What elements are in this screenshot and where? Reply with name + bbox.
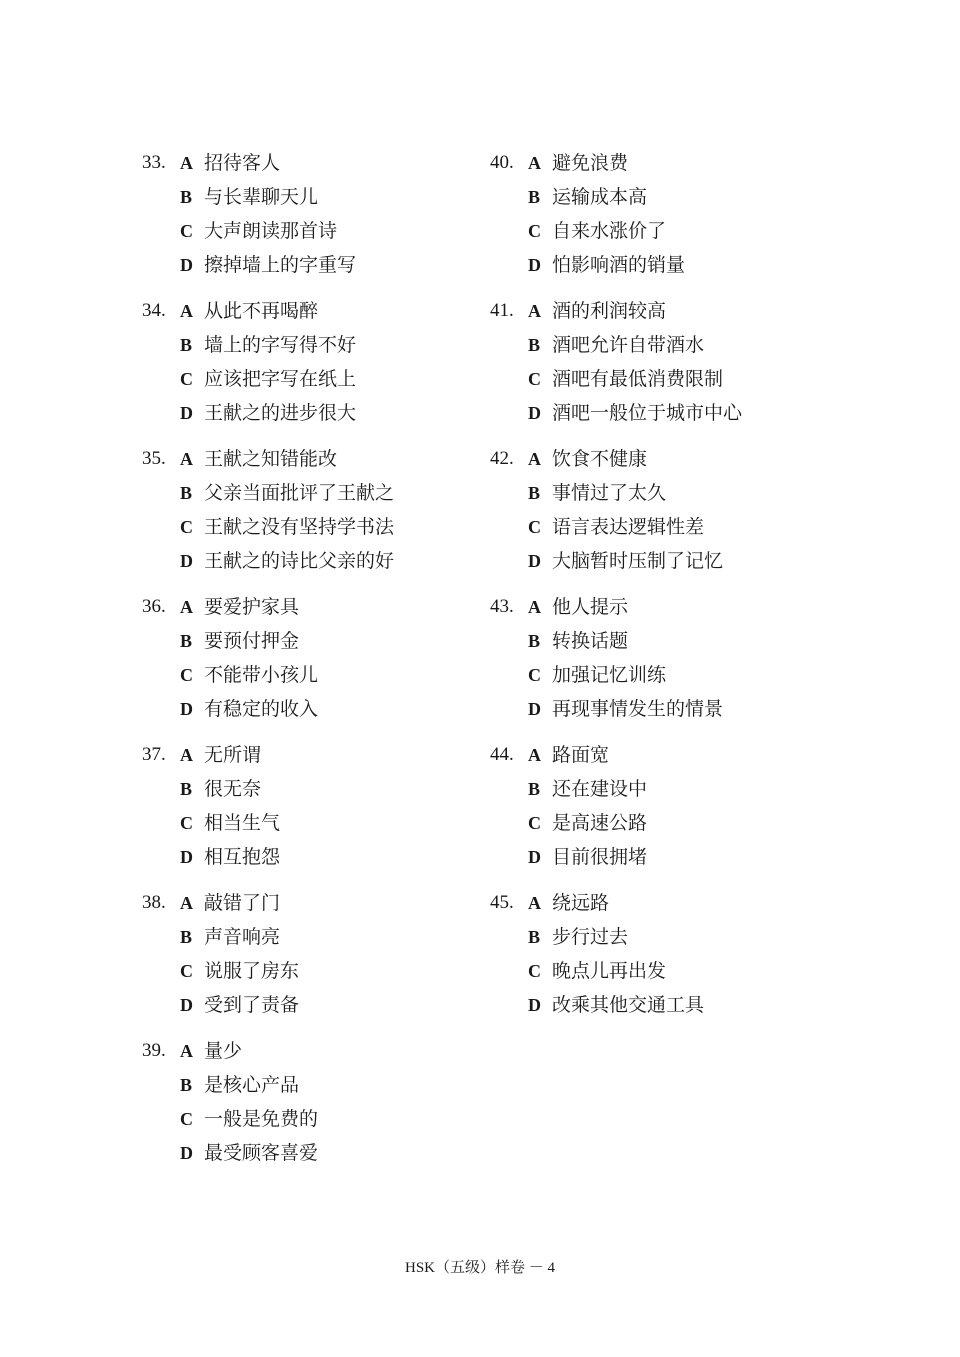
option-text: 王献之知错能改	[204, 448, 338, 470]
option-letter: B	[180, 483, 193, 503]
question-number: 41.	[490, 300, 514, 321]
option-letter: C	[528, 221, 541, 241]
option-letter: C	[180, 961, 193, 981]
option-text: 酒吧一般位于城市中心	[552, 402, 743, 424]
question-number: 45.	[490, 892, 514, 913]
option-text: 不能带小孩儿	[204, 664, 319, 686]
option-text: 饮食不健康	[552, 448, 648, 470]
option-text: 墙上的字写得不好	[204, 334, 357, 356]
option-letter: C	[180, 221, 193, 241]
option-text: 是高速公路	[552, 812, 648, 834]
option-letter: D	[180, 255, 193, 275]
page-footer: HSK（五级）样卷 － 4	[404, 1260, 555, 1276]
option-letter: A	[180, 893, 193, 913]
option-letter: D	[528, 551, 541, 571]
option-text: 王献之的进步很大	[204, 402, 357, 424]
option-letter: C	[528, 369, 541, 389]
option-text: 还在建设中	[552, 778, 648, 800]
option-text: 自来水涨价了	[552, 220, 667, 242]
option-letter: A	[180, 153, 193, 173]
option-letter: C	[528, 813, 541, 833]
option-letter: A	[528, 745, 541, 765]
option-letter: D	[180, 551, 193, 571]
option-text: 大声朗读那首诗	[204, 220, 338, 242]
option-letter: B	[180, 927, 193, 947]
option-letter: C	[180, 813, 193, 833]
option-letter: C	[180, 517, 193, 537]
option-text: 运输成本高	[552, 186, 648, 208]
option-text: 招待客人	[204, 152, 281, 174]
option-letter: B	[180, 631, 193, 651]
option-text: 酒吧有最低消费限制	[552, 368, 724, 390]
option-text: 酒的利润较高	[552, 300, 667, 322]
option-letter: B	[528, 483, 541, 503]
option-text: 一般是免费的	[204, 1108, 319, 1130]
option-text: 转换话题	[552, 630, 629, 652]
option-text: 王献之的诗比父亲的好	[204, 550, 395, 572]
option-text: 说服了房东	[204, 960, 300, 982]
option-text: 相当生气	[204, 812, 281, 834]
option-letter: A	[180, 597, 193, 617]
option-letter: C	[528, 961, 541, 981]
option-letter: B	[528, 187, 541, 207]
option-text: 量少	[204, 1040, 243, 1062]
question-number: 34.	[142, 300, 166, 321]
option-text: 与长辈聊天儿	[204, 186, 319, 208]
option-letter: C	[180, 665, 193, 685]
option-letter: C	[180, 369, 193, 389]
option-text: 敲错了门	[204, 892, 281, 914]
option-text: 改乘其他交通工具	[552, 994, 705, 1016]
option-letter: B	[528, 631, 541, 651]
option-text: 受到了责备	[204, 994, 300, 1016]
option-letter: A	[528, 893, 541, 913]
option-letter: B	[180, 779, 193, 799]
option-letter: D	[180, 699, 193, 719]
option-letter: B	[528, 779, 541, 799]
question-number: 37.	[142, 744, 166, 765]
question-number: 40.	[490, 152, 514, 173]
option-text: 事情过了太久	[552, 482, 667, 504]
option-letter: A	[528, 597, 541, 617]
question-number: 38.	[142, 892, 166, 913]
option-text: 语言表达逻辑性差	[552, 516, 705, 538]
option-text: 要预付押金	[204, 630, 300, 652]
option-text: 相互抱怨	[204, 846, 281, 868]
option-letter: C	[180, 1109, 193, 1129]
option-letter: D	[180, 403, 193, 423]
option-letter: C	[528, 665, 541, 685]
option-letter: A	[528, 449, 541, 469]
option-text: 无所谓	[204, 744, 262, 766]
option-text: 声音响亮	[204, 926, 281, 948]
option-text: 要爱护家具	[204, 596, 300, 618]
question-number: 39.	[142, 1040, 166, 1061]
option-letter: D	[528, 403, 541, 423]
question-number: 44.	[490, 744, 514, 765]
option-letter: A	[180, 449, 193, 469]
option-letter: D	[180, 995, 193, 1015]
option-text: 王献之没有坚持学书法	[204, 516, 395, 538]
option-letter: C	[528, 517, 541, 537]
option-letter: A	[180, 301, 193, 321]
option-letter: D	[528, 995, 541, 1015]
option-letter: B	[180, 1075, 193, 1095]
option-text: 晚点儿再出发	[552, 960, 667, 982]
option-text: 再现事情发生的情景	[552, 698, 724, 720]
option-text: 从此不再喝醉	[204, 300, 319, 322]
option-text: 酒吧允许自带酒水	[552, 334, 705, 356]
option-letter: D	[528, 847, 541, 867]
question-number: 42.	[490, 448, 514, 469]
option-letter: D	[180, 847, 193, 867]
option-text: 有稳定的收入	[204, 698, 319, 720]
question-number: 36.	[142, 596, 166, 617]
option-text: 应该把字写在纸上	[204, 368, 357, 390]
option-letter: D	[528, 255, 541, 275]
option-letter: B	[528, 335, 541, 355]
option-text: 是核心产品	[204, 1074, 300, 1096]
option-letter: A	[180, 745, 193, 765]
option-letter: A	[180, 1041, 193, 1061]
question-number: 35.	[142, 448, 166, 469]
option-text: 擦掉墙上的字重写	[204, 254, 357, 276]
option-text: 路面宽	[552, 744, 610, 766]
option-text: 绕远路	[552, 892, 610, 914]
option-text: 怕影响酒的销量	[552, 254, 686, 276]
option-text: 父亲当面批评了王献之	[204, 482, 395, 504]
option-text: 加强记忆训练	[552, 664, 667, 686]
option-text: 避免浪费	[552, 152, 629, 174]
option-text: 最受顾客喜爱	[204, 1142, 319, 1164]
option-text: 目前很拥堵	[552, 846, 648, 868]
option-letter: A	[528, 301, 541, 321]
option-letter: B	[180, 187, 193, 207]
option-letter: D	[528, 699, 541, 719]
option-letter: D	[180, 1143, 193, 1163]
option-text: 他人提示	[552, 596, 629, 618]
option-letter: A	[528, 153, 541, 173]
option-text: 大脑暂时压制了记忆	[552, 550, 724, 572]
question-number: 43.	[490, 596, 514, 617]
option-text: 很无奈	[204, 778, 262, 800]
question-number: 33.	[142, 152, 166, 173]
option-text: 步行过去	[552, 926, 629, 948]
option-letter: B	[528, 927, 541, 947]
option-letter: B	[180, 335, 193, 355]
